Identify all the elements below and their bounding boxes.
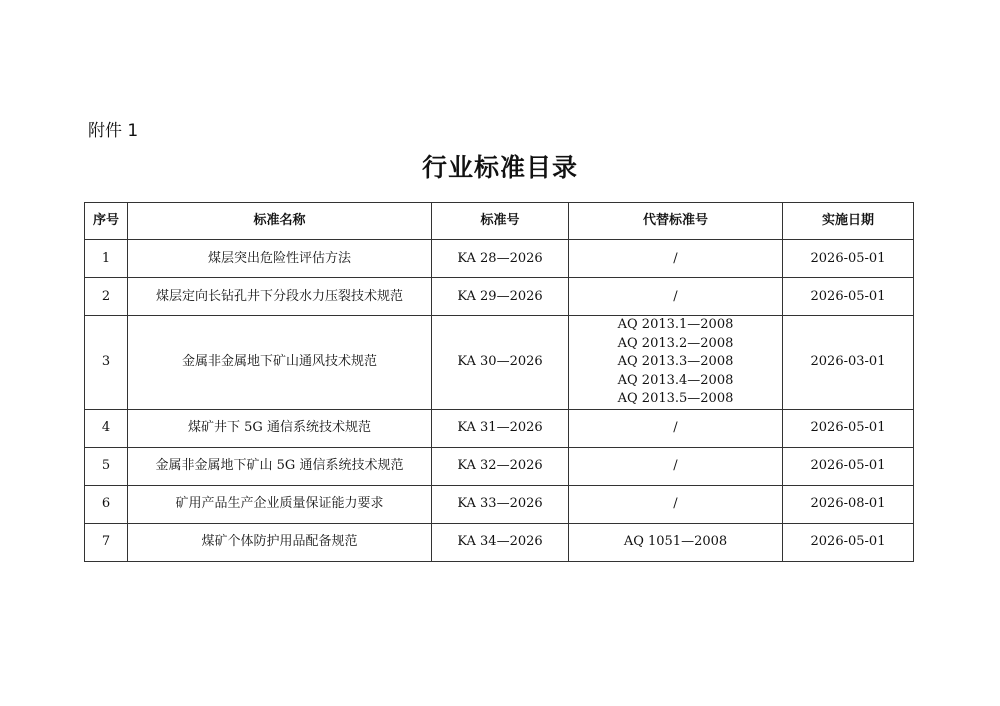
cell-name: 金属非金属地下矿山通风技术规范: [128, 316, 432, 410]
replaced-standard: AQ 2013.4—2008: [617, 372, 734, 388]
column-header-name: 标准名称: [128, 203, 432, 240]
cell-date: 2026-08-01: [783, 485, 914, 523]
column-header-date: 实施日期: [783, 203, 914, 240]
cell-no: 4: [85, 409, 128, 447]
column-header-no: 序号: [85, 203, 128, 240]
cell-replaces: /: [569, 447, 783, 485]
cell-no: 5: [85, 447, 128, 485]
cell-name: 煤矿井下 5G 通信系统技术规范: [128, 409, 432, 447]
cell-code: KA 31—2026: [432, 409, 569, 447]
cell-date: 2026-05-01: [783, 523, 914, 561]
column-header-code: 标准号: [432, 203, 569, 240]
cell-no: 6: [85, 485, 128, 523]
cell-name: 矿用产品生产企业质量保证能力要求: [128, 485, 432, 523]
column-header-replaces: 代替标准号: [569, 203, 783, 240]
cell-name: 煤层突出危险性评估方法: [128, 240, 432, 278]
table-row: [85, 523, 914, 561]
replaced-standard: AQ 2013.2—2008: [617, 335, 734, 351]
cell-no: 3: [85, 316, 128, 410]
cell-name: 煤层定向长钻孔井下分段水力压裂技术规范: [128, 278, 432, 316]
table-row: [85, 447, 914, 485]
table-row: [85, 409, 914, 447]
cell-no: 7: [85, 523, 128, 561]
attachment-label: 附件 1: [88, 121, 139, 141]
cell-code: KA 34—2026: [432, 523, 569, 561]
table-header-row: [85, 203, 914, 240]
cell-code: KA 33—2026: [432, 485, 569, 523]
cell-date: 2026-05-01: [783, 278, 914, 316]
cell-no: 1: [85, 240, 128, 278]
cell-code: KA 28—2026: [432, 240, 569, 278]
replaced-standard: AQ 2013.3—2008: [617, 354, 734, 369]
cell-code: KA 29—2026: [432, 278, 569, 316]
cell-no: 2: [85, 278, 128, 316]
replaced-standard: AQ 2013.5—2008: [617, 391, 734, 406]
page-title: 行业标准目录: [421, 153, 578, 182]
table-row: [85, 278, 914, 316]
cell-name: 煤矿个体防护用品配备规范: [128, 523, 432, 561]
cell-replaces: /: [569, 409, 783, 447]
cell-replaces: /: [569, 485, 783, 523]
cell-replaces: /: [569, 278, 783, 316]
cell-replaces: AQ 1051—2008: [569, 523, 783, 561]
cell-replaces: [569, 316, 783, 410]
cell-date: 2026-05-01: [783, 409, 914, 447]
cell-code: KA 32—2026: [432, 447, 569, 485]
cell-date: 2026-05-01: [783, 240, 914, 278]
table-row: [85, 485, 914, 523]
cell-date: 2026-05-01: [783, 447, 914, 485]
cell-replaces: /: [569, 240, 783, 278]
standards-table: [84, 202, 914, 562]
cell-name: 金属非金属地下矿山 5G 通信系统技术规范: [128, 447, 432, 485]
replaced-standard: AQ 2013.1—2008: [617, 317, 734, 332]
table-row: [85, 316, 914, 410]
cell-date: 2026-03-01: [783, 316, 914, 410]
cell-code: KA 30—2026: [432, 316, 569, 410]
table-row: [85, 240, 914, 278]
